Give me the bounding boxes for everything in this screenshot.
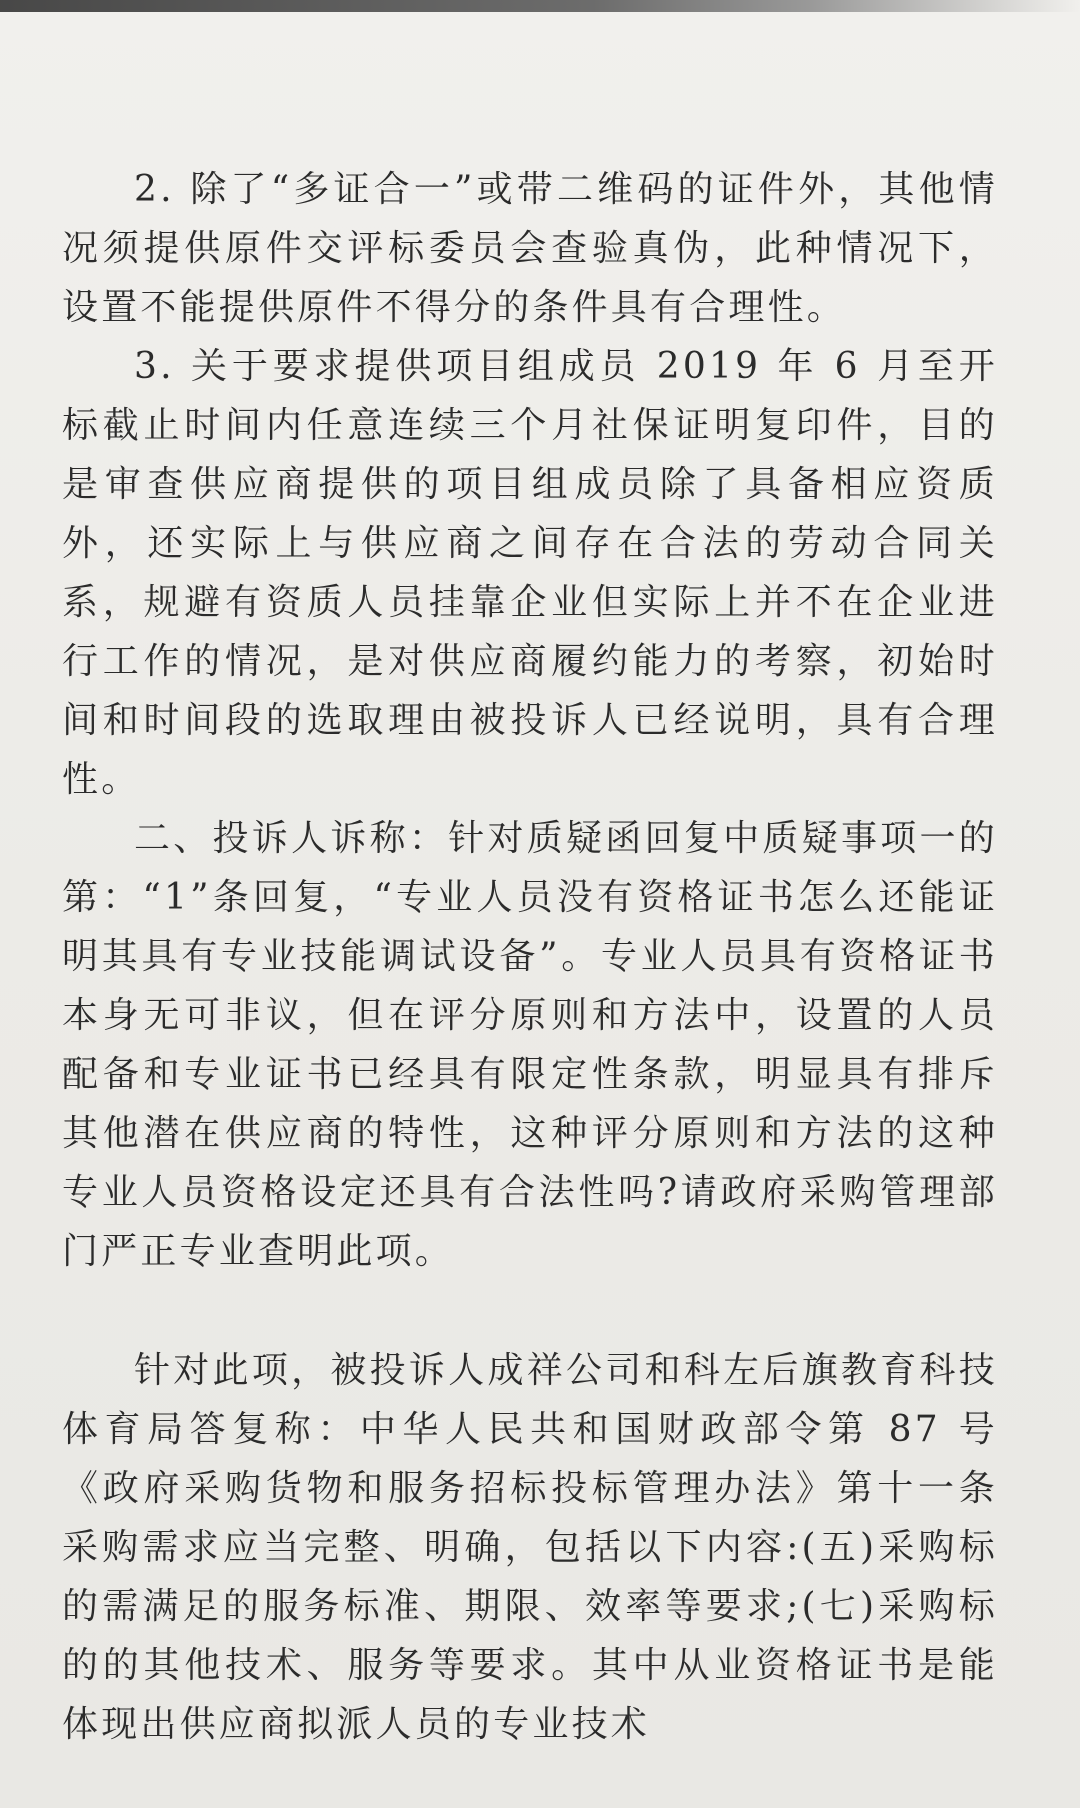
scan-top-edge-shadow <box>0 0 1080 12</box>
paragraph-item-3: 3. 关于要求提供项目组成员 2019 年 6 月至开标截止时间内任意连续三个月社保证明复印件，目的是审查供应商提供的项目组成员除了具备相应资质外，还实际上与供应商之间存在合法的劳动合同关系，规避有资质人员挂靠企业但实际上并不在企业进行工作的情况，是对供应商履约能力的考察，初始时间和时间段的选取理由被投诉人已经说明，具有合理性。 <box>62 346 998 800</box>
paragraph-gap <box>62 1281 998 1341</box>
paragraph-section-2: 二、投诉人诉称：针对质疑函回复中质疑事项一的第：“1”条回复，“专业人员没有资格证书怎么还能证明其具有专业技能调试设备”。专业人员具有资格证书本身无可非议，但在评分原则和方法中，设置的人员配备和专业证书已经具有限定性条款，明显具有排斥其他潜在供应商的特性，这种评分原则和方法的这种专业人员资格设定还具有合法性吗?请政府采购管理部门严正专业查明此项。 <box>62 818 998 1272</box>
paragraph-response: 针对此项，被投诉人成祥公司和科左后旗教育科技体育局答复称：中华人民共和国财政部令第 87 号《政府采购货物和服务招标投标管理办法》第十一条采购需求应当完整、明确，包括以下内容:(五)采购标的需满足的服务标准、期限、效率等要求;(七)采购标的的其他技术、服务等要求。其中从业资格证书是能体现出供应商拟派人员的专业技术 <box>62 1350 998 1745</box>
document-body <box>62 160 998 1754</box>
paragraph-item-2: 2. 除了“多证合一”或带二维码的证件外，其他情况须提供原件交评标委员会查验真伪，此种情况下，设置不能提供原件不得分的条件具有合理性。 <box>62 169 998 328</box>
